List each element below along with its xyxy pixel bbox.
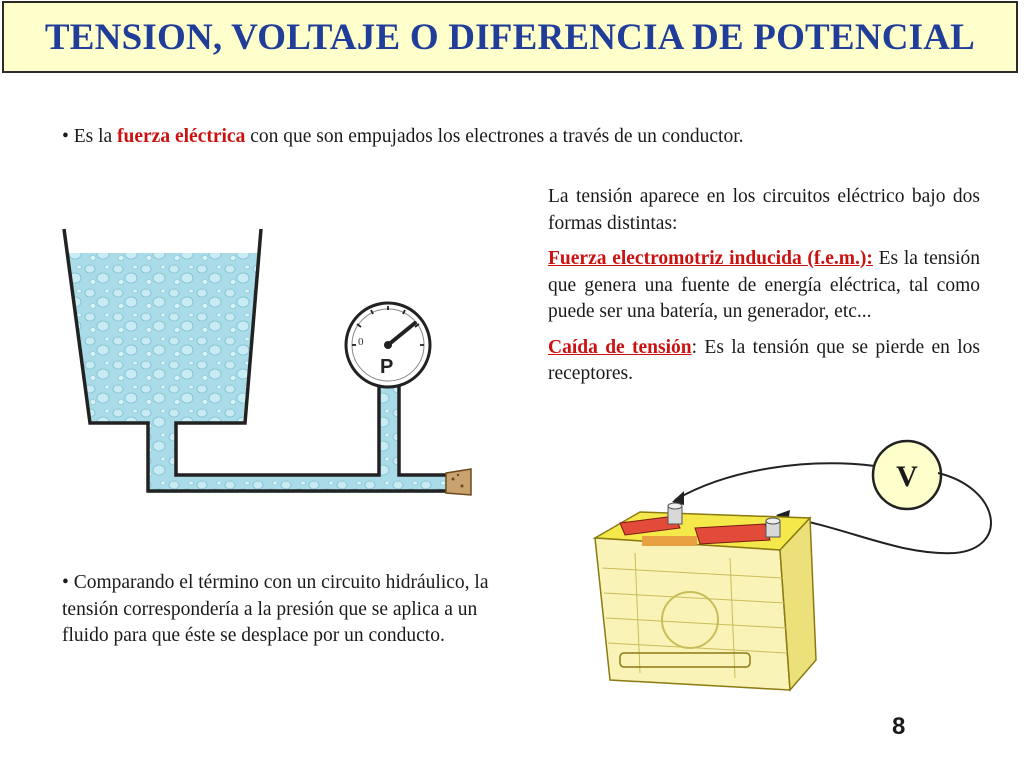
comparison-bullet: • Comparando el término con un circuito hidráulico, la tensión correspondería a la presión que se aplica a un fluido para que éste se desplace por un conducto. (62, 572, 489, 646)
intro-text-before: Es la (68, 126, 118, 147)
page-number: 8 (892, 713, 906, 740)
wire-negative (675, 463, 875, 500)
intro-highlight: fuerza eléctrica (117, 126, 246, 147)
gauge-letter: P (380, 356, 394, 378)
term-fem: Fuerza electromotriz inducida (f.e.m.): (548, 248, 873, 269)
terminal-negative-icon (668, 503, 682, 524)
paragraph-fem (548, 246, 980, 326)
hydraulic-diagram (55, 215, 495, 505)
battery-cap-right (695, 524, 770, 544)
title-banner (2, 1, 1018, 73)
paragraph-intro: La tensión aparece en los circuitos eléctrico bajo dos formas distintas: (548, 186, 980, 234)
term-caida: Caída de tensión (548, 336, 692, 358)
cork-plug (446, 469, 471, 495)
bullet-mark: • (62, 126, 69, 147)
gauge-zero-label: 0 (358, 336, 364, 348)
pipe-riser-water (379, 385, 399, 477)
terminal-positive-icon (766, 518, 780, 537)
voltmeter-label: V (896, 460, 918, 493)
page-title: TENSION, VOLTAJE O DIFERENCIA DE POTENCIAL (44, 16, 976, 58)
caida-description: : Es la tensión que se pierde en los receptores. (548, 336, 980, 384)
right-column-text (548, 184, 980, 397)
battery-voltmeter-diagram (580, 428, 1005, 696)
tank-water (67, 253, 258, 423)
paragraph-caida (548, 335, 980, 388)
intro-text-after: con que son empujados los electrones a través de un conductor. (245, 126, 744, 147)
fem-description: Es la tensión que genera una fuente de energía eléctrica, tal como puede ser una batería, un generador, etc... (548, 248, 981, 322)
battery-label-plate (642, 536, 697, 546)
intro-bullet (62, 126, 744, 148)
